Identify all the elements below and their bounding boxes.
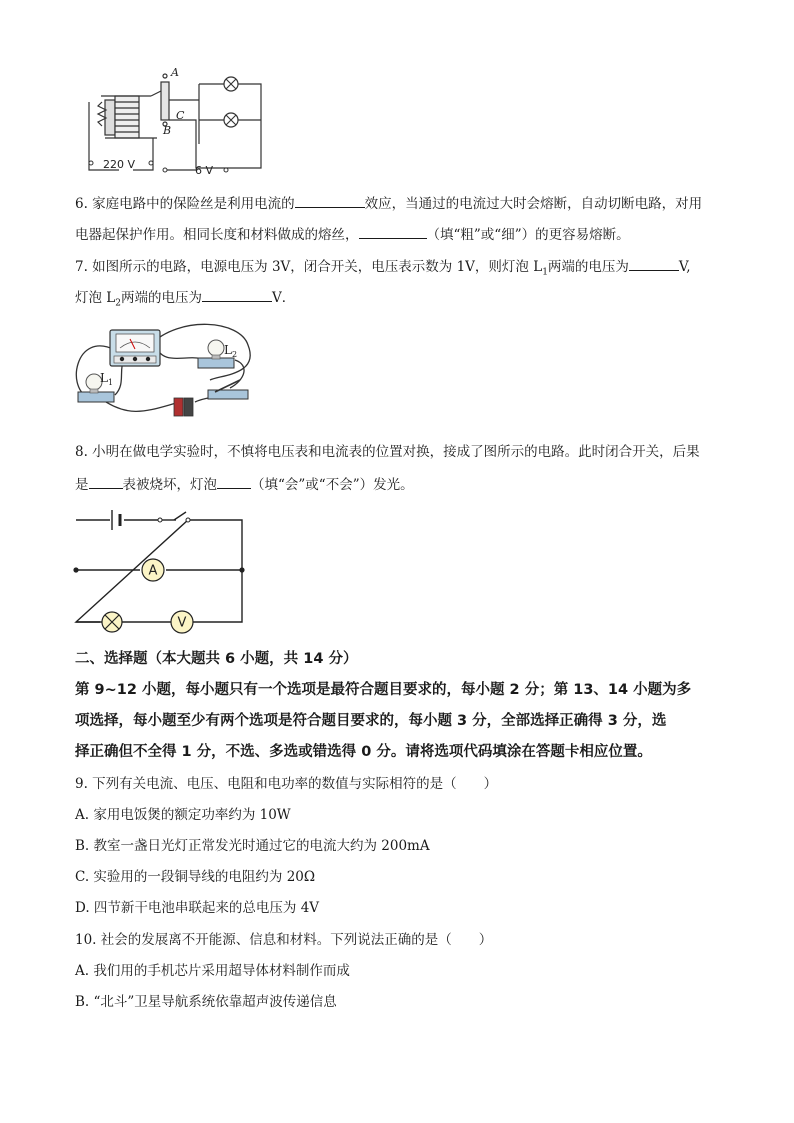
voltmeter-circuit-figure [70,320,255,420]
q6-line1: 6. 家庭电路中的保险丝是利用电流的 效应，当通过的电流过大时会熔断，自动切断电路，对用 [75,193,702,213]
label-6v: 6 V [195,164,214,177]
q7-blank1[interactable] [629,256,679,271]
q9-option-b[interactable]: B. 教室一盏日光灯正常发光时通过它的电流大约为 200mA [75,838,430,854]
q7-line1: 7. 如图所示的电路，电源电压为 3V，闭合开关，电压表示数为 1V，则灯泡 $L_1$两端的电压为 V, [75,256,691,282]
q10-stem: 10. 社会的发展离不开能源、信息和材料。下列说法正确的是（ ） [75,932,493,948]
ammeter-label: A [148,563,158,579]
label-b: B [163,124,172,137]
q9-option-a[interactable]: A. 家用电饭煲的额定功率约为 10W [75,807,291,823]
q8-blank1[interactable] [89,474,123,489]
label-a: A [171,66,179,79]
q6-blank1[interactable] [295,193,365,208]
section2-instruction-1: 第 9~12 小题，每小题只有一个选项是最符合题目要求的，每小题 2 分；第 13、14 小题为多 [75,682,692,698]
swapped-meter-circuit-figure [72,508,247,631]
fig-label-l2-sub: 2 [231,350,238,359]
q10-option-b[interactable]: B. “北斗”卫星导航系统依靠超声波传递信息 [75,994,337,1010]
q7-blank2[interactable] [202,287,272,302]
section2-instruction-3: 择正确但不全得 1 分，不选、多选或错选得 0 分。请将选项代码填涂在答题卡相应位置。 [75,744,652,760]
section2-instruction-2: 项选择，每小题至少有两个选项是符合题目要求的，每小题 3 分，全部选择正确得 3 分，选 [75,713,667,729]
q6-line2: 电器起保护作用。相同长度和材料做成的熔丝， （填“粗”或“细”）的更容易熔断。 [75,224,630,244]
relay-circuit-figure [75,62,275,177]
q7-line2: 灯泡 $L_2$两端的电压为 V． [75,287,295,313]
svg-text:L2 [224,343,237,359]
fig-label-l2: L [224,343,232,357]
q8-blank2[interactable] [217,474,251,489]
q6-blank2[interactable] [359,224,427,239]
fig-label-l1-sub: 1 [107,378,114,387]
svg-text:L1 [100,371,113,387]
label-c: C [176,109,185,122]
q9-option-d[interactable]: D. 四节新干电池串联起来的总电压为 4V [75,900,320,916]
label-220v: 220 V [103,158,136,171]
q8-line1: 8. 小明在做电学实验时，不慎将电压表和电流表的位置对换，接成了图所示的电路。此时闭合开关，后果 [75,444,700,460]
q9-option-c[interactable]: C. 实验用的一段铜导线的电阻约为 20Ω [75,869,316,885]
fig-label-l1: L [100,371,108,385]
q9-stem: 9. 下列有关电流、电压、电阻和电功率的数值与实际相符的是（ ） [75,776,498,792]
section2-title: 二、选择题（本大题共 6 小题，共 14 分） [75,651,358,667]
voltmeter-label: V [177,615,187,631]
q8-line2: 是 表被烧坏，灯泡 （填“会”或“不会”）发光。 [75,474,414,494]
q10-option-a[interactable]: A. 我们用的手机芯片采用超导体材料制作而成 [75,963,350,979]
